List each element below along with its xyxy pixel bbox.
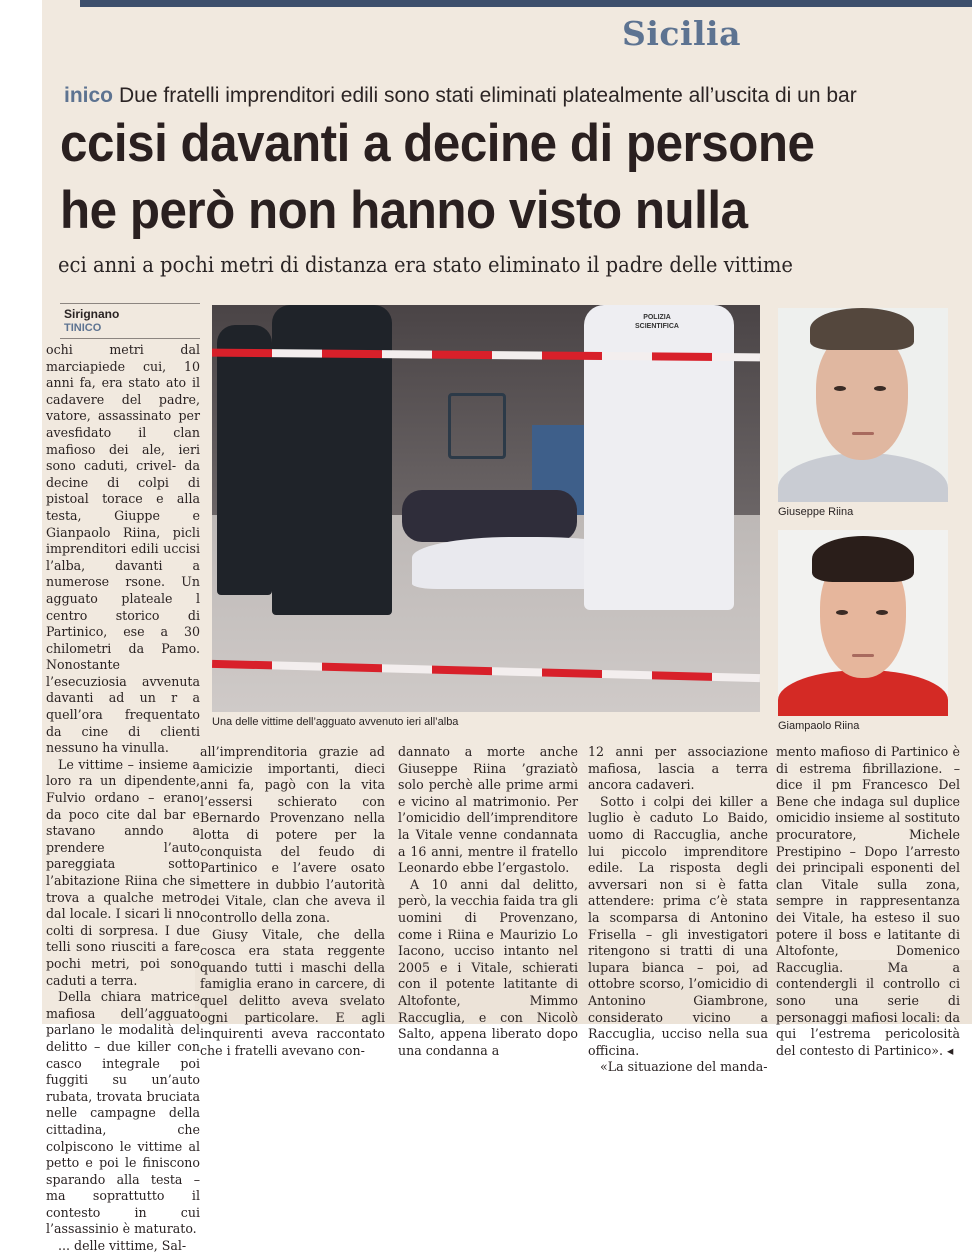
- portrait-caption-2: Giampaolo Riina: [778, 720, 860, 732]
- headline-line-1: ccisi davanti a decine di persone: [60, 114, 815, 173]
- eye: [836, 610, 848, 615]
- section-title: Sicilia: [622, 14, 741, 53]
- eye: [874, 386, 886, 391]
- victim-body: [402, 490, 577, 542]
- kicker: [64, 84, 857, 108]
- paragraph: 12 anni per associazione mafiosa, lascia a terra ancora cadaveri.: [588, 744, 768, 793]
- officer-figure: [217, 325, 272, 595]
- paragraph: Giusy Vitale, che della cosca era stata reggente quando tutti i maschi della famiglia erano in carcere, di quel delitto aveva svelato ogni particolare. E agli inquirenti aveva raccontato che i fratelli avevano con-: [200, 926, 385, 1058]
- paragraph: Le vittime – insieme a loro ra un dipendente, Fulvio ordano – erano da poco cite dal bar e stavano anndo a prendere l’auto pareggiata sotto l’abitazione Riina che si trova a qualche metro dal locale. I sicari li nno colti di sorpresa. I due telli sono riusciti a fare pochi metri, poi sono caduti a terra.: [46, 756, 200, 988]
- article-column-4: [588, 744, 768, 1076]
- mouth: [852, 432, 874, 435]
- top-color-bar: [80, 0, 972, 7]
- article-column-5: [776, 744, 960, 1059]
- paragraph: all’imprenditoria grazie ad amicizie importanti, dieci anni fa, pagò con la vita l’essersi schierato con Bernardo Provenzano nella lotta di potere per la conquista del feudo di Partinico e l’avere osato mettere in dubbio l’autorità dei Vitale, clan che aveva il controllo della zona.: [200, 744, 385, 925]
- photo-caption: Una delle vittime dell’agguato avvenuto ieri all’alba: [212, 716, 459, 728]
- eye: [834, 386, 846, 391]
- article-column-3: [398, 744, 578, 1059]
- paragraph: A 10 anni dal delitto, però, la vecchia faida tra gli uomini di Provenzano, come i Riina e Maurizio Lo Iacono, ucciso intanto nel 2005 e i Vitale, schierati con il potente latitante di Altofonte, Mimmo Raccuglia, e con Nicolò Salto, appena liberato dopo una condanna a: [398, 876, 578, 1058]
- portrait-hair: [812, 536, 914, 582]
- paragraph: ochi metri dal marciapiede cui, 10 anni fa, era stato ato il cadavere del padre, vatore, assassinato per avesfidato il clan mafioso dei ale, ieri sono caduti, crivel- da decine di colpi di pistoal torace e alla testa, Giuppe e Gianpaolo Riina, picli imprenditori edili uccisi l’alba, davanti a numerose rsone. Un agguato plateale l centro storico di Partinico, ese a 30 chilometri da Pamo. Nonostante l’esecuziosia avvenuta davanti ad un r a quell’ora frequentato da cine di clienti nessuno ha vinulla.: [46, 342, 200, 756]
- byline-place: TINICO: [64, 322, 102, 334]
- paragraph: Sotto i colpi dei killer a luglio è caduto Lo Baido, uomo di Raccuglia, anche lui piccolo imprenditore edile. La risposta degli avversari non si è fatta attendere: prima c’è stata la scomparsa di Antonino Frisella – gli investigatori ritengono si tratti di una lupara bianca – poi, ad ottobre scorso, l’omicidio di Antonino Giambrone, considerato vicino a Raccuglia, ucciso nella sua officina.: [588, 793, 768, 1058]
- headline-line-2: he però non hanno visto nulla: [60, 181, 748, 240]
- crime-scene-photo: [212, 305, 760, 712]
- cafe-chair: [448, 393, 506, 459]
- byline-rule-bottom: [60, 338, 200, 339]
- kicker-place: inico: [64, 84, 114, 107]
- portrait-giuseppe-riina: [778, 308, 948, 502]
- mouth: [852, 654, 874, 657]
- forensic-officer-figure: [584, 305, 734, 610]
- paragraph: dannato a morte anche Giuseppe Riina ’graziatò solo perchè alle prime armi e vicino al matrimonio. Per l’omicidio dell’imprenditore la Vitale venne condannata a 16 anni, mentre il fratello Leonardo ebbe l’ergastolo.: [398, 744, 578, 876]
- paragraph: Della chiara matrice mafiosa dell’agguato parlano le modalità del delitto – due killer con casco integrale poi fuggiti su un’auto rubata, trovata bruciata nelle campagne della cittadina, che colpiscono le vittime al petto e poi le finiscono sparando alla testa – ma soprattutto il contesto in cui l’assassinio è maturato.: [46, 989, 200, 1237]
- portrait-caption-1: Giuseppe Riina: [778, 506, 854, 518]
- portrait-shirt: [778, 453, 948, 502]
- kicker-text: Due fratelli imprenditori edili sono stati eliminati platealmente all’uscita di un bar: [119, 84, 857, 107]
- article-column-1: [46, 342, 200, 1255]
- eye: [876, 610, 888, 615]
- paragraph: mento mafioso di Partinico è di estrema fibrillazione. – dice il pm Francesco Del Bene che indaga sul duplice omicidio insieme al sostituto procuratore, Michele Prestipino – Dopo l’arresto dei principali esponenti del clan Vitale sulla zona, sempre in rappresentanza dei Vitale, ha esteso il suo potere il boss e latitante di Altofonte, Domenico Raccuglia. Ma a contendergli il controllo ci sono una serie di personaggi mafiosi locali: da qui l’estrema pericolosità del contesto di Partinico». ◂: [776, 744, 960, 1058]
- paragraph: «La situazione del manda-: [600, 1059, 768, 1075]
- paragraph: ... delle vittime, Sal-: [58, 1238, 187, 1254]
- byline-rule-top: [60, 303, 200, 304]
- portrait-hair: [810, 308, 914, 350]
- byline-author: Sirignano: [64, 307, 120, 321]
- portrait-giampaolo-riina: [778, 530, 948, 716]
- article-column-2: [200, 744, 385, 1059]
- vest-text: POLIZIA SCIENTIFICA: [635, 314, 679, 330]
- subheadline: eci anni a pochi metri di distanza era stato eliminato il padre delle vittime: [58, 253, 793, 277]
